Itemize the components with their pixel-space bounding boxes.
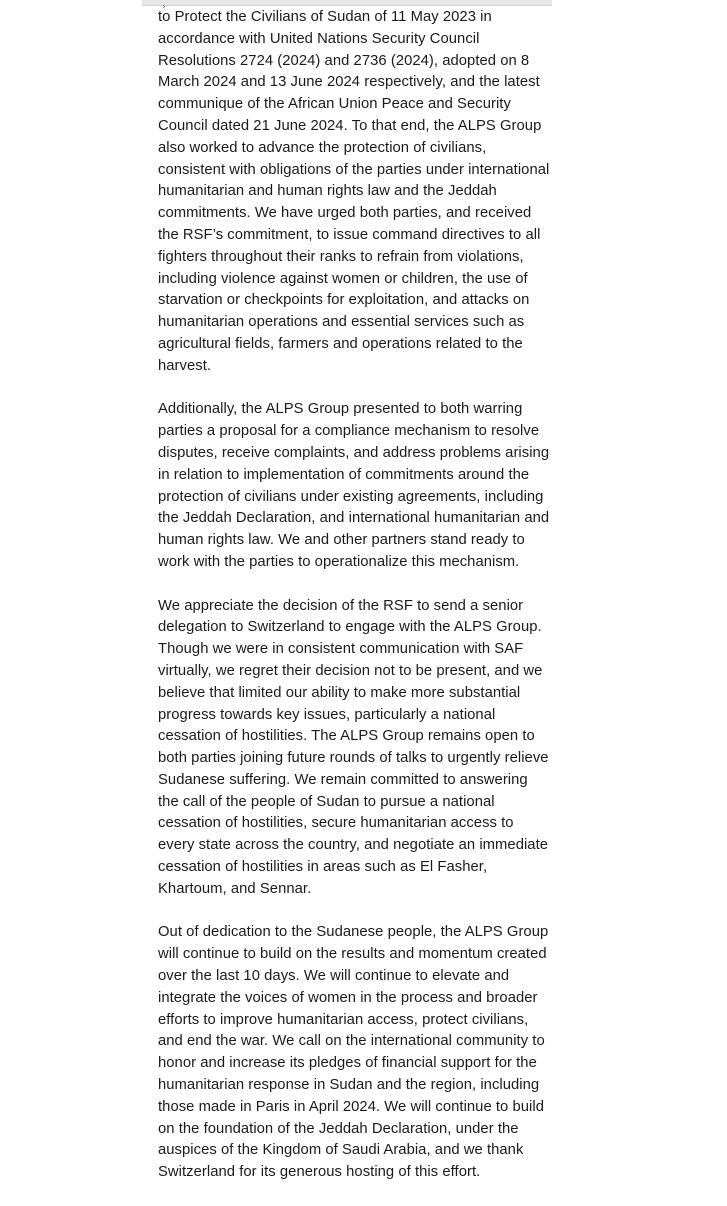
paragraph-compliance-mechanism: Additionally, the ALPS Group presented to both warring parties a proposal for a compliance mechanism to resolve disputes, receive complaints, and address problems arising in relation to implementation of commitments around the protection of civilians under existing agreements, including the Jeddah Declaration, and international humanitarian and human rights law. We and other partners stand ready to work with the parties to operationalize this mechanism. <box>158 401 550 570</box>
paragraph-rsf-saf-participation: We appreciate the decision of the RSF to send a senior delegation to Switzerland to engage with the ALPS Group. Though we were in consistent communication with SAF virtually, we regret their decision not to be present, and we believe that limited our ability to make more substantial progress towards key issues, particularly a national cessation of hostilities. The ALPS Group remains open to both parties joining future rounds of talks to urgently relieve Sudanese suffering. We remain committed to answering the call of the people of Sudan to pursue a national cessation of hostilities, secure humanitarian access to every state across the country, and negotiate an immediate cessation of hostilities in areas such as El Fasher, Khartoum, and Sennar. <box>158 597 549 897</box>
document-body <box>158 7 550 1206</box>
paragraph-protection-of-civilians: to Protect the Civilians of Sudan of 11 May 2023 in accordance with United Nations Security Council Resolutions 2724 (2024) and 2736 (2024), adopted on 8 March 2024 and 13 June 2024 respectively, and the latest communique of the African Union Peace and Security Council dated 21 June 2024. To that end, the ALPS Group also worked to advance the protection of civilians, consistent with obligations of the parties under international humanitarian and human rights law and the Jeddah commitments. We have urged both parties, and received the RSF’s commitment, to issue command directives to all fighters throughout their ranks to refrain from violations, including violence against women or children, the use of starvation or checkpoints for exploitation, and attacks on humanitarian operations and essential services such as agricultural fields, farmers and operations related to the harvest. <box>158 9 550 374</box>
page-top-edge <box>142 0 552 6</box>
cut-off-text-fragment <box>162 0 176 3</box>
paragraph-continued-commitment: Out of dedication to the Sudanese people, the ALPS Group will continue to build on the results and momentum created over the last 10 days. We will continue to elevate and integrate the voices of women in the process and broader efforts to improve humanitarian access, protect civilians, and end the war. We call on the international community to honor and increase its pledges of financial support for the humanitarian response in Sudan and the region, including those made in Paris in April 2024. We will continue to build on the foundation of the Jeddah Declaration, under the auspices of the Kingdom of Saudi Arabia, and we thank Switzerland for its generous hosting of this effort. <box>158 924 549 1181</box>
document-page <box>142 0 552 1200</box>
